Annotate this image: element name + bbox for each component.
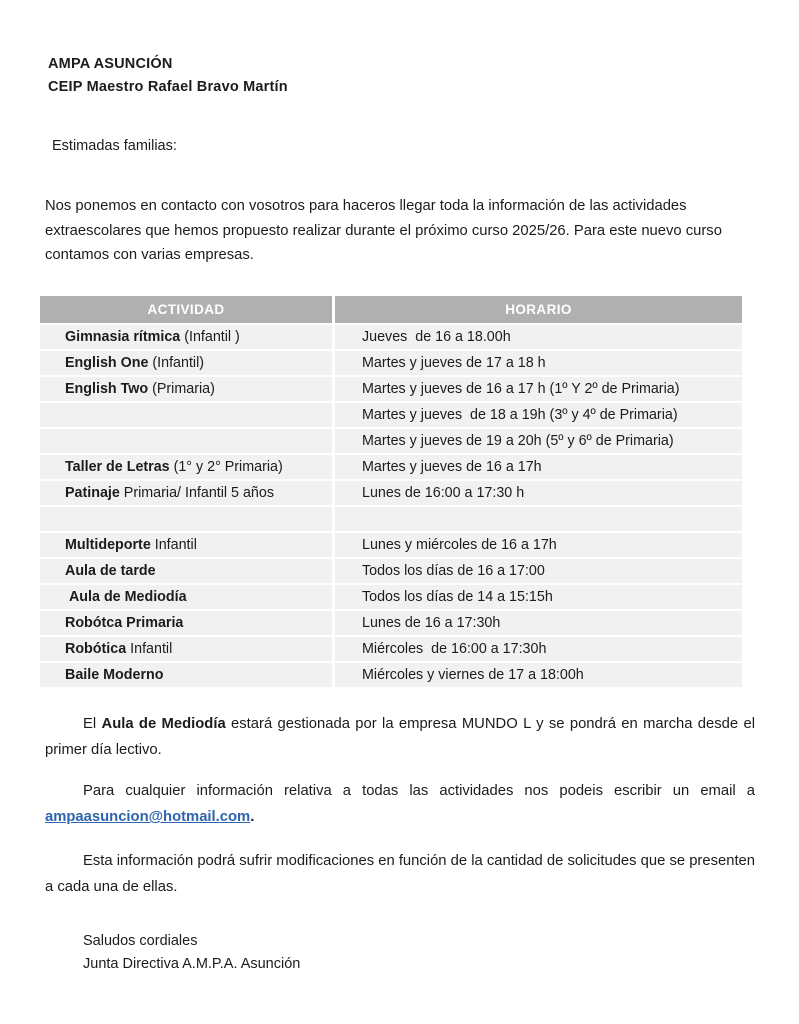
activity-cell: [40, 377, 332, 401]
activity-name: Aula de Mediodía: [65, 588, 187, 605]
table-row: [40, 351, 742, 375]
table-row-empty: [40, 507, 742, 531]
midday-classroom-name: Aula de Mediodía: [101, 715, 226, 732]
activity-name: Robótica: [65, 640, 127, 657]
activity-name: Aula de tarde: [65, 562, 156, 579]
activity-cell: [40, 611, 332, 635]
school-name: CEIP Maestro Rafael Bravo Martín: [48, 79, 288, 95]
table-row: [40, 585, 742, 609]
activity-detail: (1° y 2° Primaria): [169, 458, 283, 475]
midday-classroom-paragraph: [45, 711, 755, 764]
schedule-cell: Todos los días de 16 a 17:00: [335, 559, 742, 583]
signoff-greeting: Saludos cordiales: [83, 932, 198, 949]
schedule-cell: [335, 507, 742, 531]
schedule-cell: Martes y jueves de 17 a 18 h: [335, 351, 742, 375]
activity-detail: Infantil: [150, 536, 197, 553]
table-row: [40, 559, 742, 583]
contact-paragraph: [45, 778, 755, 831]
salutation: Estimadas familias:: [52, 138, 177, 154]
activity-detail: (Primaria): [148, 380, 215, 397]
activity-name: Taller de Letras: [65, 458, 170, 475]
paragraph-rest: estará gestionada por la empresa MUNDO L y se pondrá en marcha desde el primer día lectivo.: [45, 715, 755, 758]
activity-cell: [40, 403, 332, 427]
activity-name: Baile Moderno: [65, 666, 164, 683]
schedule-cell: Lunes y miércoles de 16 a 17h: [335, 533, 742, 557]
schedule-cell: Martes y jueves de 16 a 17 h (1º Y 2º de Primaria): [335, 377, 742, 401]
table-row: [40, 663, 742, 687]
activity-cell: [40, 663, 332, 687]
table-row: [40, 429, 742, 453]
table-row: [40, 611, 742, 635]
activity-cell: [40, 507, 332, 531]
activity-name: Gimnasia rítmica: [65, 328, 181, 345]
schedule-cell: Martes y jueves de 16 a 17h: [335, 455, 742, 479]
signoff-signature: Junta Directiva A.M.P.A. Asunción: [83, 955, 301, 972]
activity-cell: [40, 325, 332, 349]
table-row: [40, 455, 742, 479]
paragraph-lead: El: [83, 715, 102, 732]
activity-cell: [40, 429, 332, 453]
activity-name: English Two: [65, 380, 149, 397]
letterhead: [0, 0, 799, 99]
signoff: [83, 930, 799, 976]
intro-paragraph: Nos ponemos en contacto con vosotros para haceros llegar toda la información de las actividades extraescolares que hemos propuesto realizar durante el próximo curso 2025/26. Para este nuevo curso contamos con varias empresas.: [45, 198, 722, 263]
activity-cell: [40, 559, 332, 583]
activity-cell: [40, 637, 332, 661]
modifications-paragraph: Esta información podrá sufrir modificaciones en función de la cantidad de solicitudes que se presenten a cada una de ellas.: [45, 852, 756, 895]
activity-cell: [40, 351, 332, 375]
org-name: AMPA ASUNCIÓN: [48, 56, 173, 72]
email-link[interactable]: ampaasuncion@hotmail.com: [45, 809, 251, 825]
schedule-cell: Jueves de 16 a 18.00h: [335, 325, 742, 349]
schedule-cell: Lunes de 16 a 17:30h: [335, 611, 742, 635]
activity-name: Robótca Primaria: [65, 614, 184, 631]
schedule-cell: Lunes de 16:00 a 17:30 h: [335, 481, 742, 505]
table-row: [40, 403, 742, 427]
table-row: [40, 481, 742, 505]
activity-name: Patinaje: [65, 484, 120, 501]
table-row: [40, 637, 742, 661]
activities-table: [40, 296, 742, 687]
activity-detail: Primaria/ Infantil 5 años: [119, 484, 274, 501]
activity-detail: (Infantil ): [180, 328, 240, 345]
activity-cell: [40, 455, 332, 479]
table-row: [40, 325, 742, 349]
activity-cell: [40, 533, 332, 557]
activity-cell: [40, 585, 332, 609]
table-header-row: [40, 296, 742, 323]
table-row: [40, 533, 742, 557]
schedule-cell: Miércoles y viernes de 17 a 18:00h: [335, 663, 742, 687]
column-header-actividad: ACTIVIDAD: [40, 296, 332, 323]
table-row: [40, 377, 742, 401]
schedule-cell: Martes y jueves de 18 a 19h (3º y 4º de Primaria): [335, 403, 742, 427]
activity-name: Multideporte: [65, 536, 151, 553]
contact-text: Para cualquier información relativa a todas las actividades nos podeis escribir un email a: [83, 782, 755, 799]
schedule-cell: Miércoles de 16:00 a 17:30h: [335, 637, 742, 661]
sentence-period: .: [250, 809, 255, 825]
schedule-cell: Martes y jueves de 19 a 20h (5º y 6º de Primaria): [335, 429, 742, 453]
activity-cell: [40, 481, 332, 505]
activity-name: English One: [65, 354, 149, 371]
activity-detail: Infantil: [126, 640, 173, 657]
column-header-horario: HORARIO: [335, 296, 742, 323]
activity-detail: (Infantil): [148, 354, 205, 371]
schedule-cell: Todos los días de 14 a 15:15h: [335, 585, 742, 609]
